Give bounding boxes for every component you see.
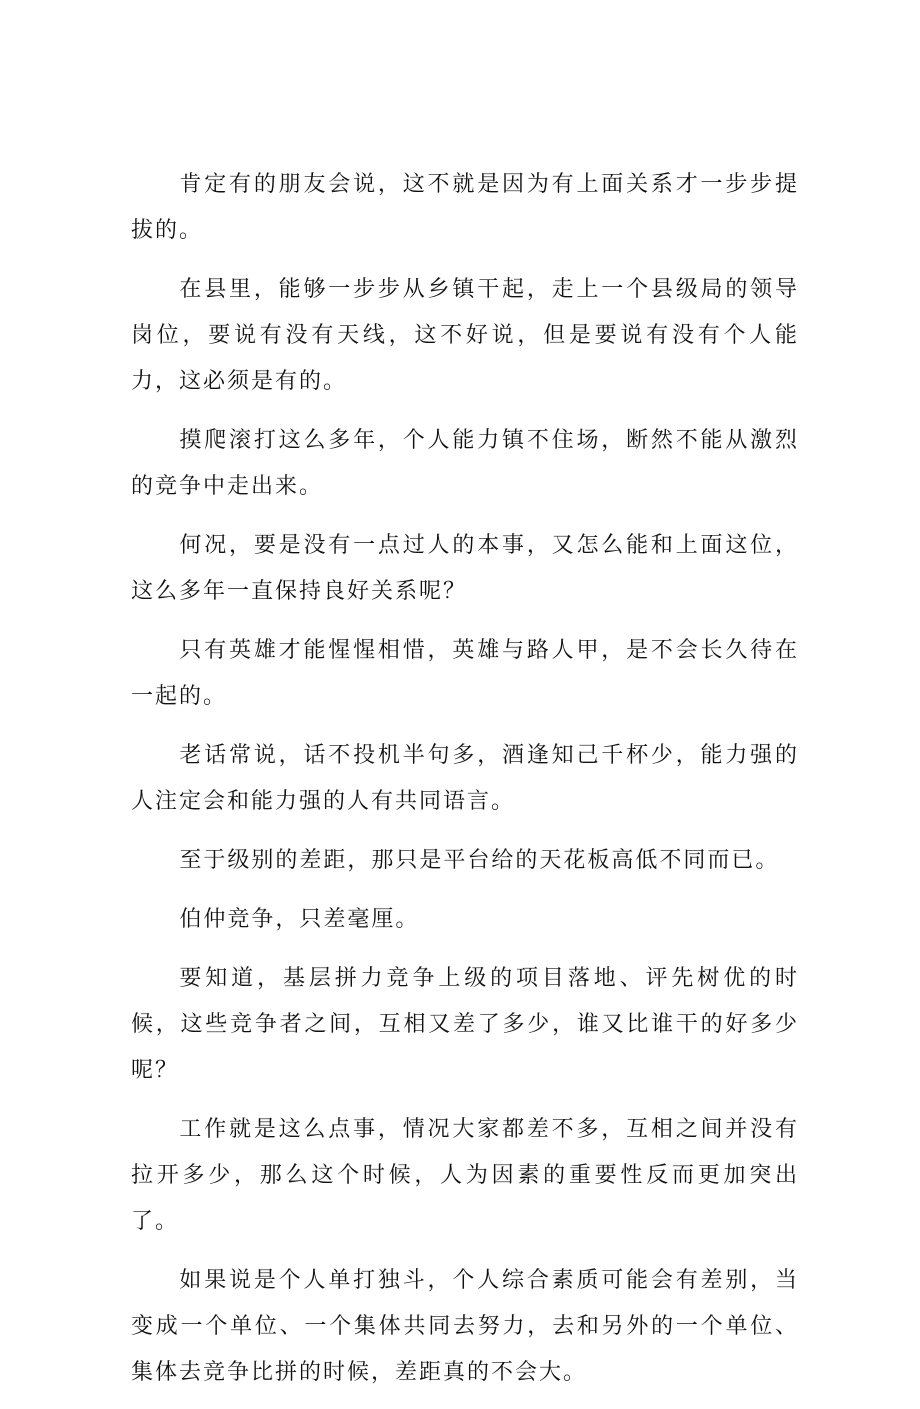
paragraph-7: 至于级别的差距，那只是平台给的天花板高低不同而已。 — [179, 848, 780, 873]
paragraph-1: 肯定有的朋友会说，这不就是因为有上面关系才一步步提拔的。 — [131, 172, 799, 243]
paragraph-11: 如果说是个人单打独斗，个人综合素质可能会有差别，当变成一个单位、一个集体共同去努力，去和另外的一个单位、集体去竞争比拼的时候，差距真的不会大。 — [131, 1268, 799, 1385]
paragraph-3: 摸爬滚打这么多年，个人能力镇不住场，断然不能从激烈的竞争中走出来。 — [131, 428, 799, 499]
paragraph-8: 伯仲竞争，只差毫厘。 — [179, 907, 420, 932]
document-body — [131, 162, 799, 1409]
paragraph-10: 工作就是这么点事，情况大家都差不多，互相之间并没有拉开多少，那么这个时候，人为因素的重要性反而更加突出了。 — [131, 1117, 799, 1234]
paragraph-2: 在县里，能够一步步从乡镇干起，走上一个县级局的领导岗位，要说有没有天线，这不好说，但是要说有没有个人能力，这必须是有的。 — [131, 277, 799, 394]
paragraph-6: 老话常说，话不投机半句多，酒逢知己千杯少，能力强的人注定会和能力强的人有共同语言。 — [131, 743, 799, 814]
paragraph-4: 何况，要是没有一点过人的本事，又怎么能和上面这位，这么多年一直保持良好关系呢？ — [131, 533, 799, 604]
paragraph-9: 要知道，基层拼力竞争上级的项目落地、评先树优的时候，这些竞争者之间，互相又差了多少，谁又比谁干的好多少呢？ — [131, 966, 799, 1083]
paragraph-5: 只有英雄才能惺惺相惜，英雄与路人甲，是不会长久待在一起的。 — [131, 638, 799, 709]
